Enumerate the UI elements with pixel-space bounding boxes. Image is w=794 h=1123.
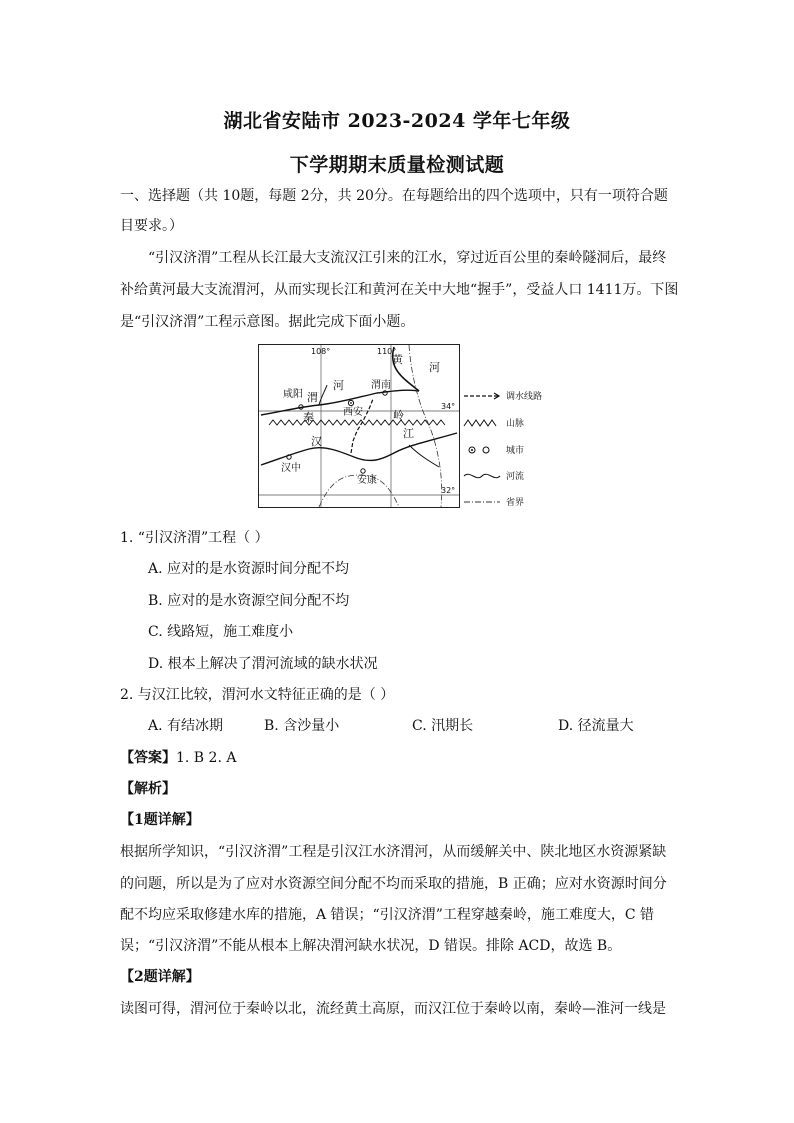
mountain-label: 岭 xyxy=(393,409,404,422)
river-label: 江 xyxy=(403,427,414,440)
question-1-stem: 1. “引汉济渭”工程（ ） xyxy=(120,530,269,546)
river-label: 黄 xyxy=(392,353,403,366)
city-label: 咸阳 xyxy=(283,389,303,400)
question-2-option-b: B. 含沙量小 xyxy=(264,718,340,734)
lat-34-label: 34° xyxy=(441,402,456,411)
legend-label: 城市 xyxy=(506,446,525,456)
mountain-label: 秦 xyxy=(303,411,314,424)
question-1-option-c: C. 线路短，施工难度小 xyxy=(148,624,294,640)
river-label: 汉 xyxy=(311,435,322,448)
city-label: 渭南 xyxy=(371,380,391,391)
question-2-option-a: A. 有结冰期 xyxy=(148,718,224,734)
city-label: 安康 xyxy=(357,475,377,486)
q1-analysis-line: 的问题，所以是为了应对水资源空间分配不均而采取的措施，B 正确；应对水资源时间分 xyxy=(120,876,667,892)
question-1-option-a: A. 应对的是水资源时间分配不均 xyxy=(148,561,350,577)
tributary xyxy=(319,385,327,405)
passage-line: 是“引汉济渭”工程示意图。据此完成下面小题。 xyxy=(120,314,415,330)
q1-analysis-line: 配不均应采取修建水库的措施，A 错误；“引汉济渭”工程穿越秦岭，施工难度大，C 错 xyxy=(120,907,655,923)
city-label: 西安 xyxy=(343,407,363,418)
answer-label: 【答案】 xyxy=(120,750,176,766)
legend-label: 省界 xyxy=(506,498,525,508)
question-1-option-b: B. 应对的是水资源空间分配不均 xyxy=(148,593,350,609)
answer-line xyxy=(120,748,680,768)
qinling-mountains xyxy=(269,420,445,425)
river-label: 河 xyxy=(429,361,440,374)
question-2-option-d: D. 径流量大 xyxy=(558,718,634,734)
legend-svg xyxy=(462,382,562,512)
map-svg xyxy=(259,345,459,507)
map-legend xyxy=(462,382,562,512)
legend-river-symbol xyxy=(464,474,500,477)
city-marker-ankang xyxy=(361,469,365,473)
han-tributary xyxy=(409,445,439,467)
question-2-stem: 2. 与汉江比较，渭河水文特征正确的是（ ） xyxy=(120,687,395,703)
river-label: 渭 xyxy=(307,391,318,404)
question-2-option-c: C. 汛期长 xyxy=(412,718,474,734)
section-heading-cont: 目要求。） xyxy=(120,218,183,234)
passage-line: “引汉济渭”工程从长江最大支流汉江引来的江水，穿过近百公里的秦岭隧洞后，最终 xyxy=(148,250,667,266)
lon-110-label: 110° xyxy=(377,347,397,356)
passage-line: 补给黄河最大支流渭河，从而实现长江和黄河在关中大地“握手”，受益人口 1411万。下图 xyxy=(120,282,679,298)
legend-mountain-symbol xyxy=(464,420,496,426)
lon-108-label: 108° xyxy=(311,347,331,356)
lat-32-label: 32° xyxy=(441,486,456,495)
analysis-label: 【解析】 xyxy=(120,781,176,797)
legend-label: 调水线路 xyxy=(506,392,543,402)
legend-city-dot xyxy=(471,449,473,451)
city-label: 汉中 xyxy=(281,463,301,474)
river-label: 河 xyxy=(333,379,344,392)
legend-city-symbol xyxy=(483,447,489,453)
legend-label: 河流 xyxy=(506,472,525,482)
map-figure xyxy=(258,344,460,508)
document-title-line2: 下学期期末质量检测试题 xyxy=(289,154,505,176)
answer-text: 1. B 2. A xyxy=(176,750,237,766)
document-title-line1: 湖北省安陆市 2023-2024 学年七年级 xyxy=(223,110,571,132)
q2-analysis-heading: 【2题详解】 xyxy=(120,969,200,985)
q1-analysis-line: 误；“引汉济渭”不能从根本上解决渭河缺水状况，D 错误。排除 ACD，故选 B。 xyxy=(120,938,622,954)
q1-analysis-line: 根据所学知识，“引汉济渭”工程是引汉江水济渭河，从而缓解关中、陕北地区水资源紧缺 xyxy=(120,844,667,860)
legend-label: 山脉 xyxy=(506,419,525,429)
question-1-option-d: D. 根本上解决了渭河流域的缺水状况 xyxy=(148,656,378,672)
city-marker-xian-dot xyxy=(350,402,352,404)
section-heading: 一、选择题（共 10题，每题 2分，共 20分。在每题给出的四个选项中，只有一项符合题 xyxy=(120,188,668,204)
q2-analysis-line: 读图可得，渭河位于秦岭以北，流经黄土高原，而汉江位于秦岭以南，秦岭—淮河一线是 xyxy=(120,1001,666,1017)
q1-analysis-heading: 【1题详解】 xyxy=(120,812,200,828)
